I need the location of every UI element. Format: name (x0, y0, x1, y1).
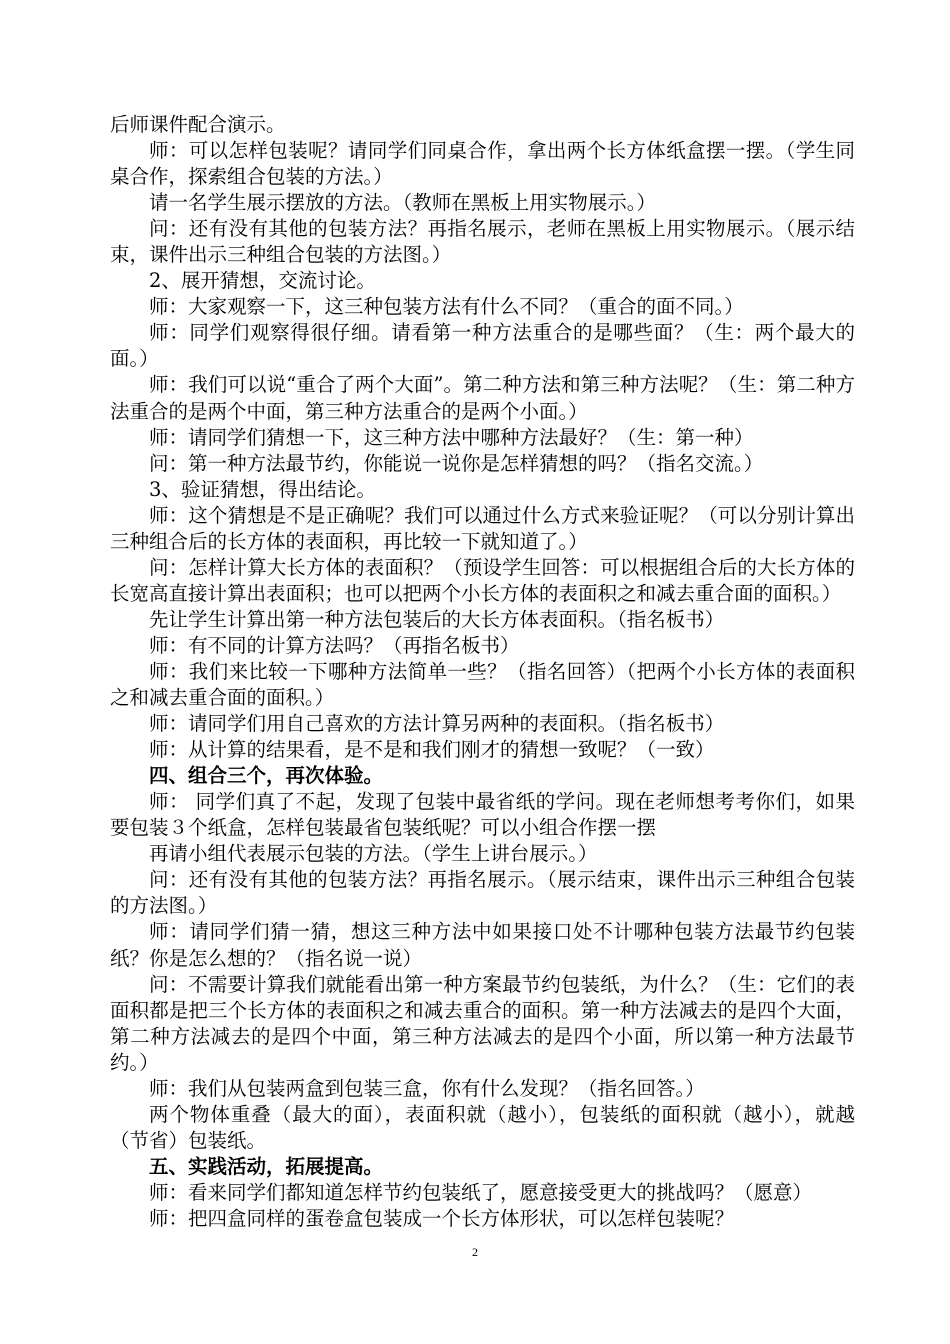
paragraph: 问：不需要计算我们就能看出第一种方案最节约包装纸，为什么？（生：它们的表面积都是把三个长方体的表面积之和减去重合的面积。第一种方法减去的是四个大面，第二种方法减去的是四个中面，第三种方法减去的是四个小面，所以第一种方法最节约。） (110, 972, 855, 1074)
paragraph: 师：这个猜想是不是正确呢？我们可以通过什么方式来验证呢？（可以分别计算出三种组合后的长方体的表面积，再比较一下就知道了。） (110, 503, 855, 553)
paragraph: 师：请同学们猜想一下，这三种方法中哪种方法最好？（生：第一种） (149, 425, 754, 449)
paragraph: 后师课件配合演示。 (110, 113, 286, 136)
section-heading: 四、组合三个，再次体验。 (149, 764, 384, 788)
page-number: 2 (472, 1245, 478, 1259)
paragraph: 3、验证猜想，得出结论。 (149, 477, 376, 501)
paragraph: 师：从计算的结果看，是不是和我们刚才的猜想一致呢？（一致） (149, 738, 715, 762)
paragraph: 师：我们从包装两盒到包装三盒，你有什么发现？（指名回答。） (149, 1076, 705, 1100)
paragraph: 师：可以怎样包装呢？请同学们同桌合作，拿出两个长方体纸盒摆一摆。（学生同桌合作，探索组合包装的方法。） (110, 139, 855, 189)
paragraph: 师：请同学们猜一猜，想这三种方法中如果接口处不计哪种包装方法最节约包装纸？你是怎么想的？（指名说一说） (110, 920, 855, 970)
paragraph: 师：把四盒同样的蛋卷盒包装成一个长方体形状，可以怎样包装呢？ (149, 1206, 735, 1230)
paragraph: 2、展开猜想，交流讨论。 (149, 269, 376, 293)
paragraph: 师： 同学们真了不起，发现了包装中最省纸的学问。现在老师想考考你们，如果要包装３个纸盒，怎样包装最省包装纸呢？可以小组合作摆一摆 (110, 790, 855, 840)
paragraph: 师：我们来比较一下哪种方法简单一些？（指名回答）（把两个小长方体的表面积之和减去重合面的面积。） (110, 659, 855, 710)
paragraph: 师：我们可以说“重合了两个大面”。第二种方法和第三种方法呢？（生：第二种方法重合的是两个中面，第三种方法重合的是两个小面。） (110, 373, 855, 423)
paragraph: 师：大家观察一下，这三种包装方法有什么不同？（重合的面不同。） (149, 295, 744, 319)
paragraph: 再请小组代表展示包装的方法。（学生上讲台展示。） (149, 842, 598, 866)
paragraph: 两个物体重叠（最大的面），表面积就（越小），包装纸的面积就（越小），就越（节省）包装纸。 (110, 1102, 855, 1152)
paragraph: 师：同学们观察得很仔细。请看第一种方法重合的是哪些面？（生：两个最大的面。） (110, 321, 855, 371)
paragraph: 师：看来同学们都知道怎样节约包装纸了，愿意接受更大的挑战吗？（愿意） (149, 1180, 813, 1204)
paragraph: 问：第一种方法最节约，你能说一说你是怎样猜想的吗？（指名交流。） (149, 451, 764, 475)
paragraph: 师：请同学们用自己喜欢的方法计算另两种的表面积。（指名板书） (149, 712, 725, 736)
paragraph: 问：怎样计算大长方体的表面积？（预设学生回答：可以根据组合后的大长方体的长宽高直接计算出表面积；也可以把两个小长方体的表面积之和减去重合面的面积。） (110, 555, 855, 605)
paragraph: 问：还有没有其他的包装方法？再指名展示，老师在黑板上用实物展示。（展示结束，课件出示三种组合包装的方法图。） (110, 217, 855, 267)
document-body (110, 112, 855, 1232)
paragraph: 请一名学生展示摆放的方法。（教师在黑板上用实物展示。） (149, 191, 657, 215)
paragraph: 问：还有没有其他的包装方法？再指名展示。（展示结束，课件出示三种组合包装的方法图。） (110, 868, 855, 918)
paragraph: 先让学生计算出第一种方法包装后的大长方体表面积。（指名板书） (149, 607, 725, 631)
section-heading: 五、实践活动，拓展提高。 (149, 1154, 384, 1178)
paragraph: 师：有不同的计算方法吗？（再指名板书） (149, 633, 520, 657)
